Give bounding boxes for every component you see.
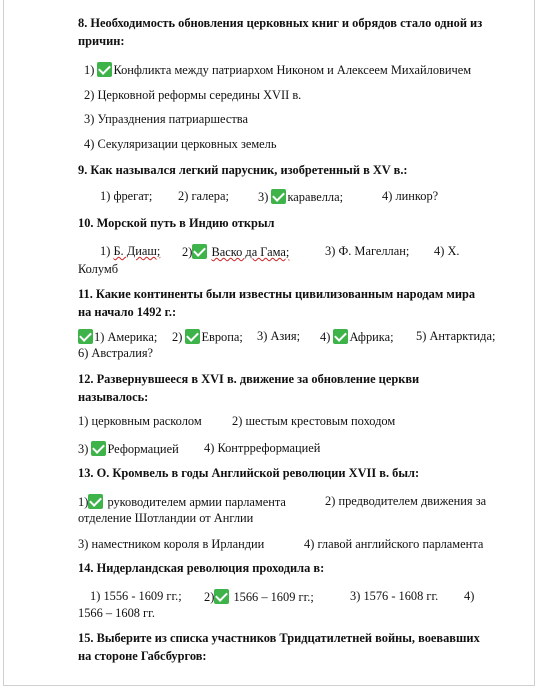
option-number: 1) bbox=[94, 330, 105, 344]
option-text: галера; bbox=[191, 189, 229, 203]
option-number: 2) bbox=[172, 330, 183, 344]
q8-title: 8. Необходимость обновления церковных книг и обрядов стало одной из bbox=[78, 16, 483, 30]
q9-option-2 bbox=[178, 189, 229, 204]
option-text: Контрреформацией bbox=[217, 441, 321, 455]
option-text: Ф. Магеллан; bbox=[338, 244, 410, 258]
q13-options-row-1 bbox=[0, 494, 540, 510]
option-text: Конфликта между патриархом Никоном и Алексеем Михайловичем bbox=[113, 63, 472, 77]
q10-option-2 bbox=[182, 244, 289, 260]
q10-options-row bbox=[0, 244, 540, 260]
option-text: руководителем армии парламента bbox=[107, 495, 286, 509]
q12-title-cont: называлось: bbox=[78, 390, 149, 404]
q11-options-row bbox=[0, 329, 540, 345]
q10-option-4-cont: Колумб bbox=[78, 262, 119, 276]
checkmark-icon bbox=[192, 244, 207, 259]
option-number: 3) bbox=[350, 589, 361, 603]
option-number: 3) bbox=[84, 112, 95, 126]
option-number: 1) bbox=[100, 244, 111, 258]
q12-option-4 bbox=[204, 441, 320, 456]
option-text: Антарктида; bbox=[429, 329, 496, 343]
option-text: церковным расколом bbox=[91, 414, 202, 428]
q12-title: 12. Развернувшееся в XVI в. движение за обновление церкви bbox=[78, 372, 420, 386]
option-text: 1556 - 1609 гг.; bbox=[103, 589, 182, 603]
q8-option-1 bbox=[84, 62, 471, 78]
option-text: предводителем движения за bbox=[338, 494, 487, 508]
q9-options-row bbox=[0, 189, 540, 205]
option-number: 3) bbox=[257, 329, 268, 343]
option-text: главой английского парламента bbox=[317, 537, 484, 551]
option-text: Америка; bbox=[107, 330, 158, 344]
checkmark-icon bbox=[185, 329, 200, 344]
option-number: 2) bbox=[182, 245, 193, 259]
option-text: Упразднения патриаршества bbox=[97, 112, 248, 126]
q14-option-1 bbox=[90, 589, 182, 604]
option-number: 2) bbox=[178, 189, 189, 203]
checkmark-icon bbox=[78, 329, 93, 344]
q14-title: 14. Нидерландская революция проходила в: bbox=[78, 561, 325, 575]
q10-option-4 bbox=[434, 244, 459, 259]
q9-option-4 bbox=[382, 189, 438, 204]
q11-option-2 bbox=[172, 329, 243, 345]
q10-title: 10. Морской путь в Индию открыл bbox=[78, 216, 275, 230]
option-number: 1) bbox=[78, 495, 89, 509]
checkmark-icon bbox=[97, 62, 112, 77]
option-number: 2) bbox=[204, 590, 215, 604]
q8-title-cont: причин: bbox=[78, 34, 125, 48]
checkmark-icon bbox=[88, 494, 103, 509]
option-number: 1) bbox=[90, 589, 101, 603]
q11-option-5 bbox=[416, 329, 495, 344]
option-number: 1) bbox=[84, 63, 95, 77]
q9-option-3 bbox=[258, 189, 343, 205]
q10-option-1 bbox=[100, 244, 160, 259]
q8-option-2 bbox=[84, 88, 301, 103]
option-number: 1) bbox=[100, 189, 111, 203]
checkmark-icon bbox=[91, 441, 106, 456]
option-text: Реформацией bbox=[107, 442, 179, 456]
option-text: Секуляризации церковных земель bbox=[97, 137, 277, 151]
option-number: 1) bbox=[78, 414, 89, 428]
q13-option-4 bbox=[304, 537, 483, 552]
option-text: фрегат; bbox=[113, 189, 153, 203]
q14-option-2 bbox=[204, 589, 314, 605]
q13-option-2-cont: отделение Шотландии от Англии bbox=[78, 511, 254, 525]
q13-option-2 bbox=[325, 494, 486, 509]
q10-option-3 bbox=[325, 244, 409, 259]
q12-options-row-2 bbox=[0, 441, 540, 457]
q11-title-cont: на начало 1492 г.: bbox=[78, 305, 177, 319]
option-number: 2) bbox=[232, 414, 243, 428]
q12-option-2 bbox=[232, 414, 395, 429]
q12-option-3 bbox=[78, 441, 179, 457]
option-number: 3) bbox=[78, 442, 89, 456]
q13-title: 13. О. Кромвель в годы Английской революции XVII в. был: bbox=[78, 466, 420, 480]
option-text: Васко да Гама; bbox=[211, 245, 290, 259]
q13-option-3 bbox=[78, 537, 264, 552]
q9-option-1 bbox=[100, 189, 152, 204]
option-number: 4) bbox=[434, 244, 445, 258]
option-text: Европа; bbox=[201, 330, 243, 344]
option-number: 4) bbox=[304, 537, 315, 551]
checkmark-icon bbox=[333, 329, 348, 344]
q13-option-1 bbox=[78, 494, 286, 510]
option-number: 4) bbox=[464, 589, 475, 603]
option-text: линкор? bbox=[395, 189, 439, 203]
q11-option-6: 6) Австралия? bbox=[78, 346, 154, 360]
q14-options-row bbox=[0, 589, 540, 605]
option-number: 5) bbox=[416, 329, 427, 343]
q8-option-3 bbox=[84, 112, 248, 127]
option-text: каравелла; bbox=[287, 190, 344, 204]
q15-title: 15. Выберите из списка участников Тридцатилетней войны, воевавших bbox=[78, 631, 480, 645]
q14-option-3 bbox=[350, 589, 438, 604]
q11-option-4 bbox=[320, 329, 394, 345]
q15-title-cont: на стороне Габсбургов: bbox=[78, 649, 207, 663]
option-text: Африка; bbox=[349, 330, 394, 344]
option-number: 3) bbox=[325, 244, 336, 258]
q14-option-4 bbox=[464, 589, 474, 604]
option-text: 1566 – 1609 гг.; bbox=[233, 590, 314, 604]
option-text: наместником короля в Ирландии bbox=[91, 537, 265, 551]
option-number: 4) bbox=[84, 137, 95, 151]
q11-option-1 bbox=[78, 329, 157, 345]
q8-option-4 bbox=[84, 137, 277, 152]
q14-option-4-cont: 1566 – 1608 гг. bbox=[78, 606, 155, 620]
option-number: 2) bbox=[84, 88, 95, 102]
option-number: 4) bbox=[204, 441, 215, 455]
option-text: Азия; bbox=[270, 329, 301, 343]
option-number: 4) bbox=[320, 330, 331, 344]
q11-option-3 bbox=[257, 329, 300, 344]
option-number: 3) bbox=[258, 190, 269, 204]
q11-title: 11. Какие континенты были известны цивилизованным народам мира bbox=[78, 287, 476, 301]
option-text: Б. Диаш; bbox=[113, 244, 161, 258]
option-text: 1576 - 1608 гг. bbox=[363, 589, 439, 603]
q9-title: 9. Как назывался легкий парусник, изобретенный в XV в.: bbox=[78, 163, 408, 177]
checkmark-icon bbox=[271, 189, 286, 204]
option-number: 4) bbox=[382, 189, 393, 203]
option-number: 3) bbox=[78, 537, 89, 551]
q12-option-1 bbox=[78, 414, 202, 429]
checkmark-icon bbox=[214, 589, 229, 604]
option-text: Церковной реформы середины XVII в. bbox=[97, 88, 302, 102]
q13-options-row-2 bbox=[0, 537, 540, 553]
q12-options-row-1 bbox=[0, 414, 540, 430]
option-text: шестым крестовым походом bbox=[245, 414, 396, 428]
option-number: 2) bbox=[325, 494, 336, 508]
option-text: Х. bbox=[447, 244, 460, 258]
